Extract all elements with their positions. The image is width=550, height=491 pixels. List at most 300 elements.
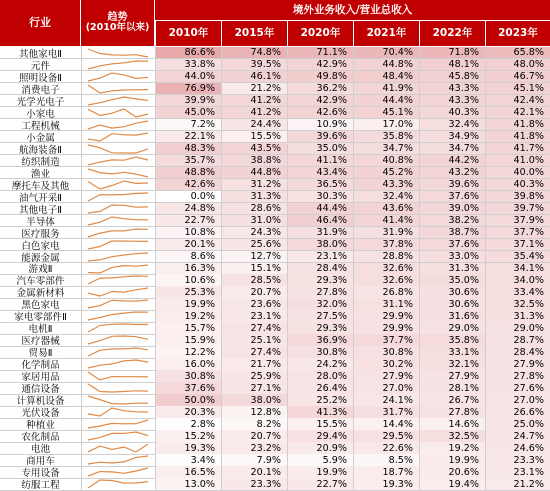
value-cell: 44.4% [288,203,353,215]
trend-sparkline [85,370,151,382]
trend-sparkline [85,478,151,490]
value-cell: 27.8% [486,370,550,382]
value-cell: 33.0% [420,251,485,263]
value-cell: 37.6% [156,382,221,394]
industry-name: 纺服工程 [21,480,60,490]
industry-name: 渔业 [30,168,51,179]
industry-name: 金属新材料 [16,288,65,299]
value-cell: 65.8% [486,47,550,59]
trend-sparkline [85,310,151,322]
header-year: 2015年 [222,21,287,46]
trend-sparkline [85,239,151,251]
value-cell: 35.4% [486,251,550,263]
value-cell: 27.6% [486,382,550,394]
value-cell: 22.6% [354,442,419,454]
industry-name: 游戏Ⅱ [28,264,53,275]
trend-sparkline [85,191,151,203]
header-year: 2022年 [420,21,485,46]
header-industry: 行业 [0,0,80,46]
value-cell: 44.8% [222,167,287,179]
value-cell: 27.9% [486,358,550,370]
value-cell: 15.7% [156,322,221,334]
value-cell: 37.8% [354,239,419,251]
value-cell: 40.8% [354,155,419,167]
value-cell: 22.1% [156,131,221,143]
value-cell: 32.6% [354,274,419,286]
industry-name: 汽车零部件 [16,276,65,287]
value-cell: 31.0% [222,215,287,227]
value-cell: 27.4% [222,322,287,334]
value-cell: 27.8% [420,406,485,418]
trend-sparkline [85,274,151,286]
industry-name: 其他电子Ⅱ [18,204,63,215]
trend-sparkline [85,107,151,119]
industry-name: 小家电 [26,108,55,119]
trend-sparkline [85,167,151,179]
value-cell: 25.1% [222,334,287,346]
value-cell: 15.2% [156,430,221,442]
value-cell: 86.6% [156,47,221,59]
value-cell: 43.3% [420,95,485,107]
value-cell: 25.6% [222,239,287,251]
value-cell: 48.0% [486,59,550,71]
industry-name: 通信设备 [21,384,60,395]
value-cell: 44.4% [354,95,419,107]
value-cell: 32.0% [288,298,353,310]
value-cell: 20.1% [222,466,287,478]
trend-sparkline [85,418,151,430]
value-cell: 5.9% [288,454,353,466]
value-cell: 41.2% [222,95,287,107]
industry-name: 能源金属 [21,252,60,263]
value-cell: 32.5% [486,298,550,310]
value-cell: 24.8% [156,203,221,215]
value-cell: 27.4% [222,346,287,358]
value-cell: 43.6% [354,203,419,215]
value-cell: 23.3% [486,454,550,466]
trend-sparkline [85,71,151,83]
value-cell: 15.9% [156,334,221,346]
value-cell: 20.1% [156,239,221,251]
value-cell: 35.8% [354,131,419,143]
value-cell: 71.1% [288,47,353,59]
value-cell: 30.3% [288,191,353,203]
value-cell: 24.7% [486,430,550,442]
industry-name: 油气开采Ⅱ [18,192,63,203]
value-cell: 3.4% [156,454,221,466]
value-cell: 32.1% [420,358,485,370]
value-cell: 42.6% [156,179,221,191]
industry-name: 小金属 [26,132,55,143]
trend-sparkline [85,406,151,418]
industry-name: 专用设备 [21,468,60,479]
industry-name: 航海装备Ⅱ [18,144,63,155]
value-cell: 26.4% [288,382,353,394]
value-cell: 31.7% [354,406,419,418]
value-cell: 24.2% [288,358,353,370]
value-cell: 12.7% [222,251,287,263]
value-cell: 29.3% [288,274,353,286]
industry-name: 计算机设备 [16,396,65,407]
value-cell: 31.3% [222,191,287,203]
value-cell: 43.3% [420,83,485,95]
value-cell: 42.6% [288,107,353,119]
value-cell: 37.6% [420,191,485,203]
value-cell: 8.6% [156,251,221,263]
value-cell: 34.7% [420,143,485,155]
header-group: 境外业务收入/营业总收入 [155,0,550,20]
value-cell: 23.1% [486,466,550,478]
value-cell: 32.4% [354,191,419,203]
industry-name: 贸易Ⅱ [28,348,53,359]
value-cell: 31.9% [288,227,353,239]
industry-name: 电池 [30,444,51,455]
value-cell: 15.5% [288,418,353,430]
value-cell: 21.2% [222,83,287,95]
value-cell: 33.8% [156,59,221,71]
value-cell: 32.4% [420,119,485,131]
header-year: 2021年 [354,21,419,46]
industry-name: 元件 [30,60,51,71]
value-cell: 29.0% [420,322,485,334]
value-cell: 74.8% [222,47,287,59]
trend-sparkline [85,95,151,107]
industry-name: 医疗服务 [21,228,60,239]
value-cell: 35.7% [156,155,221,167]
value-cell: 41.4% [354,215,419,227]
value-cell: 29.9% [354,310,419,322]
value-cell: 43.2% [420,167,485,179]
trend-sparkline [85,47,151,59]
value-cell: 25.9% [222,370,287,382]
value-cell: 34.7% [354,143,419,155]
value-cell: 35.0% [420,274,485,286]
value-cell: 8.2% [222,418,287,430]
value-cell: 37.7% [354,334,419,346]
value-cell: 40.3% [420,107,485,119]
trend-sparkline [85,251,151,263]
trend-sparkline [85,286,151,298]
value-cell: 21.7% [222,358,287,370]
header-year: 2020年 [288,21,353,46]
value-cell: 43.4% [288,167,353,179]
value-cell: 39.8% [486,191,550,203]
industry-name: 医疗器械 [21,336,60,347]
trend-sparkline [85,263,151,275]
column-divider [155,47,156,490]
column-divider [81,47,82,490]
value-cell: 26.7% [420,394,485,406]
value-cell: 17.0% [354,119,419,131]
value-cell: 42.4% [486,95,550,107]
trend-sparkline [85,119,151,131]
value-cell: 30.8% [354,346,419,358]
trend-sparkline [85,466,151,478]
industry-name: 工程机械 [21,120,60,131]
value-cell: 31.6% [420,310,485,322]
value-cell: 33.1% [420,346,485,358]
column-divider [221,47,222,490]
trend-sparkline [85,394,151,406]
value-cell: 27.9% [354,370,419,382]
industry-name: 半导体 [26,216,55,227]
industry-name: 光伏设备 [21,408,60,419]
value-cell: 34.9% [420,131,485,143]
value-cell: 19.9% [420,454,485,466]
trend-sparkline [85,298,151,310]
value-cell: 43.3% [354,179,419,191]
value-cell: 31.2% [222,179,287,191]
value-cell: 20.7% [222,286,287,298]
value-cell: 26.8% [354,286,419,298]
trend-sparkline [85,454,151,466]
value-cell: 46.4% [288,215,353,227]
value-cell: 37.9% [486,215,550,227]
value-cell: 39.6% [420,179,485,191]
trend-sparkline [85,203,151,215]
value-cell: 28.0% [288,370,353,382]
value-cell: 41.8% [486,131,550,143]
value-cell: 28.4% [288,263,353,275]
trend-sparkline [85,430,151,442]
value-cell: 14.4% [354,418,419,430]
value-cell: 34.0% [486,274,550,286]
value-cell: 42.9% [288,59,353,71]
value-cell: 20.3% [156,406,221,418]
value-cell: 41.0% [486,155,550,167]
value-cell: 40.0% [486,167,550,179]
industry-name: 其他家电Ⅱ [18,48,63,59]
value-cell: 18.7% [354,466,419,478]
value-cell: 28.1% [420,382,485,394]
value-cell: 41.9% [354,83,419,95]
value-cell: 0.0% [156,191,221,203]
value-cell: 21.2% [486,478,550,490]
value-cell: 44.0% [156,71,221,83]
value-cell: 19.3% [156,442,221,454]
industry-name: 白色家电 [21,240,60,251]
value-cell: 26.6% [486,406,550,418]
header-year: 2010年 [156,21,221,46]
value-cell: 28.6% [222,203,287,215]
trend-sparkline [85,442,151,454]
header-trend-label: 趋势 [107,11,128,23]
value-cell: 37.6% [420,239,485,251]
value-cell: 45.2% [354,167,419,179]
value-cell: 30.6% [420,298,485,310]
value-cell: 7.9% [222,454,287,466]
value-cell: 48.1% [420,59,485,71]
value-cell: 27.0% [354,382,419,394]
value-cell: 22.7% [288,478,353,490]
value-cell: 25.3% [156,286,221,298]
value-cell: 36.9% [288,334,353,346]
value-cell: 2.8% [156,418,221,430]
trend-sparkline [85,382,151,394]
value-cell: 24.6% [486,442,550,454]
trend-sparkline [85,334,151,346]
industry-name: 纺织制造 [21,156,60,167]
value-cell: 19.9% [156,298,221,310]
value-cell: 31.1% [354,298,419,310]
value-cell: 38.0% [222,394,287,406]
value-cell: 37.1% [486,239,550,251]
value-cell: 39.9% [156,95,221,107]
value-cell: 35.8% [420,334,485,346]
trend-sparkline [85,227,151,239]
industry-name: 照明设备Ⅱ [18,72,63,83]
trend-sparkline [85,215,151,227]
value-cell: 24.4% [222,119,287,131]
value-cell: 12.8% [222,406,287,418]
value-cell: 41.2% [222,107,287,119]
value-cell: 16.0% [156,358,221,370]
trend-sparkline [85,179,151,191]
value-cell: 7.2% [156,119,221,131]
value-cell: 12.2% [156,346,221,358]
value-cell: 28.5% [222,274,287,286]
trend-sparkline [85,346,151,358]
value-cell: 16.3% [156,263,221,275]
value-cell: 27.8% [288,286,353,298]
value-cell: 28.4% [486,346,550,358]
value-cell: 29.3% [288,322,353,334]
value-cell: 14.6% [420,418,485,430]
column-divider [419,47,420,490]
value-cell: 19.4% [420,478,485,490]
value-cell: 34.1% [486,263,550,275]
industry-name: 消费电子 [21,84,60,95]
industry-name: 农化制品 [21,432,60,443]
value-cell: 23.3% [222,478,287,490]
value-cell: 27.5% [288,310,353,322]
value-cell: 8.5% [354,454,419,466]
value-cell: 35.0% [288,143,353,155]
value-cell: 41.8% [486,119,550,131]
value-cell: 29.0% [486,322,550,334]
value-cell: 41.1% [288,155,353,167]
value-cell: 33.4% [486,286,550,298]
value-cell: 19.3% [354,478,419,490]
industry-name: 光学光电子 [16,96,65,107]
value-cell: 39.5% [222,59,287,71]
value-cell: 70.4% [354,47,419,59]
value-cell: 10.8% [156,227,221,239]
value-cell: 76.9% [156,83,221,95]
value-cell: 44.2% [420,155,485,167]
value-cell: 30.6% [420,286,485,298]
trend-sparkline [85,155,151,167]
value-cell: 15.1% [222,263,287,275]
value-cell: 19.2% [420,442,485,454]
value-cell: 38.7% [420,227,485,239]
industry-name: 种植业 [26,420,55,431]
industry-name: 黑色家电 [21,300,60,311]
value-cell: 30.8% [288,346,353,358]
value-cell: 10.9% [288,119,353,131]
trend-sparkline [85,131,151,143]
trend-sparkline [85,358,151,370]
value-cell: 25.0% [486,418,550,430]
value-cell: 36.5% [288,179,353,191]
value-cell: 42.9% [288,95,353,107]
value-cell: 16.5% [156,466,221,478]
trend-sparkline [85,83,151,95]
value-cell: 23.1% [222,310,287,322]
value-cell: 46.7% [486,71,550,83]
industry-name: 化学制品 [21,360,60,371]
value-cell: 42.1% [486,107,550,119]
value-cell: 24.1% [354,394,419,406]
value-cell: 39.0% [420,203,485,215]
value-cell: 29.4% [288,430,353,442]
value-cell: 20.9% [288,442,353,454]
value-cell: 45.1% [486,83,550,95]
industry-name: 家电零部件Ⅱ [14,312,67,323]
value-cell: 22.7% [156,215,221,227]
value-cell: 24.3% [222,227,287,239]
value-cell: 27.9% [420,370,485,382]
industry-name: 电机Ⅱ [28,324,53,335]
value-cell: 46.1% [222,71,287,83]
value-cell: 25.2% [288,394,353,406]
value-cell: 38.0% [288,239,353,251]
value-cell: 48.3% [156,143,221,155]
value-cell: 36.2% [288,83,353,95]
value-cell: 31.3% [420,263,485,275]
industry-name: 摩托车及其他 [11,180,70,191]
value-cell: 15.5% [222,131,287,143]
value-cell: 43.5% [222,143,287,155]
value-cell: 27.1% [222,382,287,394]
value-cell: 29.5% [354,430,419,442]
value-cell: 45.1% [354,107,419,119]
industry-name: 商用车 [26,456,55,467]
value-cell: 20.6% [420,466,485,478]
trend-sparkline [85,59,151,71]
trend-sparkline [85,143,151,155]
value-cell: 19.2% [156,310,221,322]
value-cell: 45.0% [156,107,221,119]
value-cell: 20.7% [222,430,287,442]
value-cell: 31.3% [486,310,550,322]
value-cell: 28.8% [354,251,419,263]
value-cell: 45.8% [420,71,485,83]
value-cell: 28.7% [486,334,550,346]
trend-sparkline [85,322,151,334]
value-cell: 41.3% [288,406,353,418]
value-cell: 31.9% [354,227,419,239]
column-divider [287,47,288,490]
value-cell: 49.8% [288,71,353,83]
header-year: 2023年 [486,21,550,46]
value-cell: 32.6% [354,263,419,275]
value-cell: 32.5% [420,430,485,442]
value-cell: 30.8% [156,370,221,382]
value-cell: 29.9% [354,322,419,334]
value-cell: 23.2% [222,442,287,454]
industry-name: 家居用品 [21,372,60,383]
value-cell: 71.8% [420,47,485,59]
value-cell: 23.1% [288,251,353,263]
value-cell: 40.3% [486,179,550,191]
value-cell: 37.7% [486,227,550,239]
value-cell: 48.8% [156,167,221,179]
header-trend [81,0,154,46]
value-cell: 27.0% [486,394,550,406]
value-cell: 39.7% [486,203,550,215]
header-trend-sublabel: (2010年以来) [85,22,150,34]
